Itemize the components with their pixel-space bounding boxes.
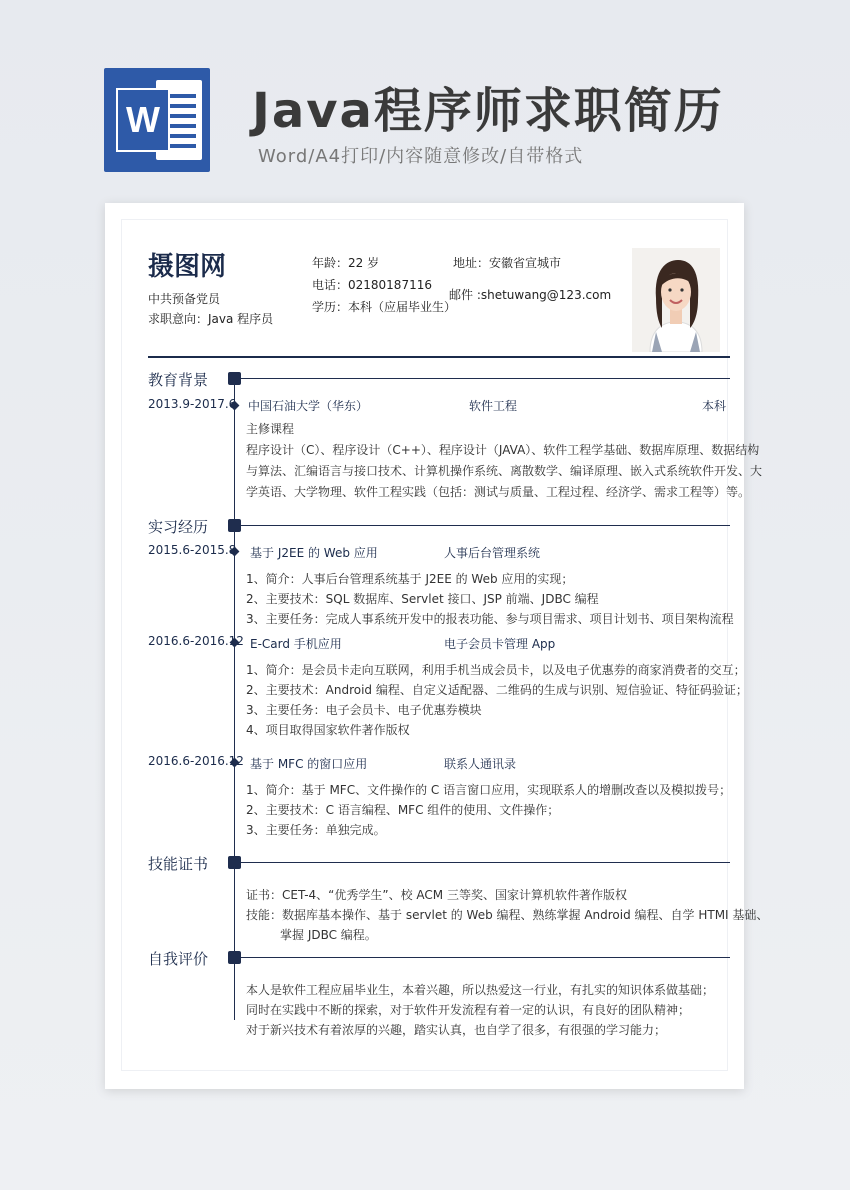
- section-marker: [228, 856, 241, 869]
- timeline-line: [234, 380, 235, 1020]
- avatar: [632, 248, 720, 352]
- education-date: 2013.9-2017.6: [148, 397, 237, 411]
- self-line: 对于新兴技术有着浓厚的兴趣，踏实认真，也自学了很多，有很强的学习能力；: [246, 1023, 667, 1037]
- header-divider: [148, 356, 730, 358]
- project-line: 3、主要任务：单独完成。: [246, 823, 386, 837]
- project-date: 2016.6-2016.12: [148, 754, 244, 768]
- course-line: 程序设计（C）、程序设计（C++）、程序设计（JAVA）、软件工程学基础、数据库原理、数据结构: [246, 443, 760, 457]
- project-date: 2015.6-2015.8: [148, 543, 237, 557]
- project-line: 1、简介：基于 MFC、文件操作的 C 语言窗口应用，实现联系人的增删改查以及模拟拨号；: [246, 783, 732, 797]
- resume-paper: [105, 203, 769, 1089]
- project-system: 人事后台管理系统: [444, 546, 541, 560]
- section-marker: [228, 951, 241, 964]
- course-line: 学英语、大学物理、软件工程实践（包括：测试与质量、工程过程、经济学、需求工程等）等。: [246, 485, 751, 499]
- project-name: E-Card 手机应用: [250, 637, 342, 651]
- skills-line: 技能：数据库基本操作、基于 servlet 的 Web 编程、熟练掌握 Android 编程、自学 HTMI 基础、: [246, 908, 769, 922]
- education-level: 学历：本科（应届毕业生）: [312, 300, 457, 314]
- portrait-photo: [632, 248, 720, 352]
- section-title-skills: 技能证书: [148, 855, 209, 873]
- section-title-internship: 实习经历: [148, 518, 209, 536]
- self-line: 同时在实践中不断的探索，对于软件开发流程有着一定的认识，有良好的团队精神；: [246, 1003, 691, 1017]
- project-name: 基于 MFC 的窗口应用: [250, 757, 368, 771]
- skills-line: 掌握 JDBC 编程。: [280, 928, 377, 942]
- project-line: 2、主要技术：Android 编程、自定义适配器、二维码的生成与识别、短信验证、特征码验证；: [246, 683, 748, 697]
- project-date: 2016.6-2016.12: [148, 634, 244, 648]
- section-divider: [241, 862, 730, 863]
- certificates: 证书：CET-4、“优秀学生”、校 ACM 三等奖、国家计算机软件著作版权: [246, 888, 627, 902]
- section-divider: [241, 957, 730, 958]
- age: 年龄：22 岁: [312, 256, 380, 270]
- project-name: 基于 J2EE 的 Web 应用: [250, 546, 378, 560]
- course-line: 与算法、汇编语言与接口技术、计算机操作系统、离散数学、编译原理、嵌入式系统软件开发、大: [246, 464, 763, 478]
- email: 邮件 :shetuwang@123.com: [449, 288, 612, 302]
- phone: 电话：02180187116: [312, 278, 432, 292]
- page-subtitle: Word/A4打印/内容随意修改/自带格式: [258, 146, 584, 167]
- project-system: 联系人通讯录: [444, 757, 517, 771]
- project-line: 4、项目取得国家软件著作版权: [246, 723, 410, 737]
- party-status: 中共预备党员: [148, 292, 221, 306]
- course-title: 主修课程: [246, 422, 295, 436]
- section-marker: [228, 372, 241, 385]
- job-objective: 求职意向：Java 程序员: [148, 312, 274, 326]
- degree: 本科: [702, 399, 727, 413]
- project-line: 2、主要技术：C 语言编程、MFC 组件的使用、文件操作；: [246, 803, 560, 817]
- section-title-self: 自我评价: [148, 950, 209, 968]
- word-icon: [104, 68, 210, 172]
- section-divider: [241, 378, 730, 379]
- project-line: 1、简介：是会员卡走向互联网，利用手机当成会员卡，以及电子优惠券的商家消费者的交互；: [246, 663, 746, 677]
- project-line: 2、主要技术：SQL 数据库、Servlet 接口、JSP 前端、JDBC 编程: [246, 592, 599, 606]
- word-letter: W: [116, 88, 170, 152]
- section-title-education: 教育背景: [148, 371, 209, 389]
- self-line: 本人是软件工程应届毕业生，本着兴趣，所以热爱这一行业，有扎实的知识体系做基础；: [246, 983, 715, 997]
- project-line: 1、简介：人事后台管理系统基于 J2EE 的 Web 应用的实现；: [246, 572, 574, 586]
- school-name: 中国石油大学（华东）: [248, 399, 369, 413]
- page-title: Java程序师求职简历: [252, 83, 724, 139]
- major: 软件工程: [469, 399, 518, 413]
- candidate-name: 摄图网: [148, 252, 227, 282]
- project-line: 3、主要任务：完成人事系统开发中的报表功能、参与项目需求、项目计划书、项目架构流程: [246, 612, 734, 626]
- section-divider: [241, 525, 730, 526]
- address: 地址：安徽省宣城市: [453, 256, 562, 270]
- project-system: 电子会员卡管理 App: [444, 637, 556, 651]
- section-marker: [228, 519, 241, 532]
- resume-frame: [121, 219, 769, 1071]
- project-line: 3、主要任务：电子会员卡、电子优惠券模块: [246, 703, 482, 717]
